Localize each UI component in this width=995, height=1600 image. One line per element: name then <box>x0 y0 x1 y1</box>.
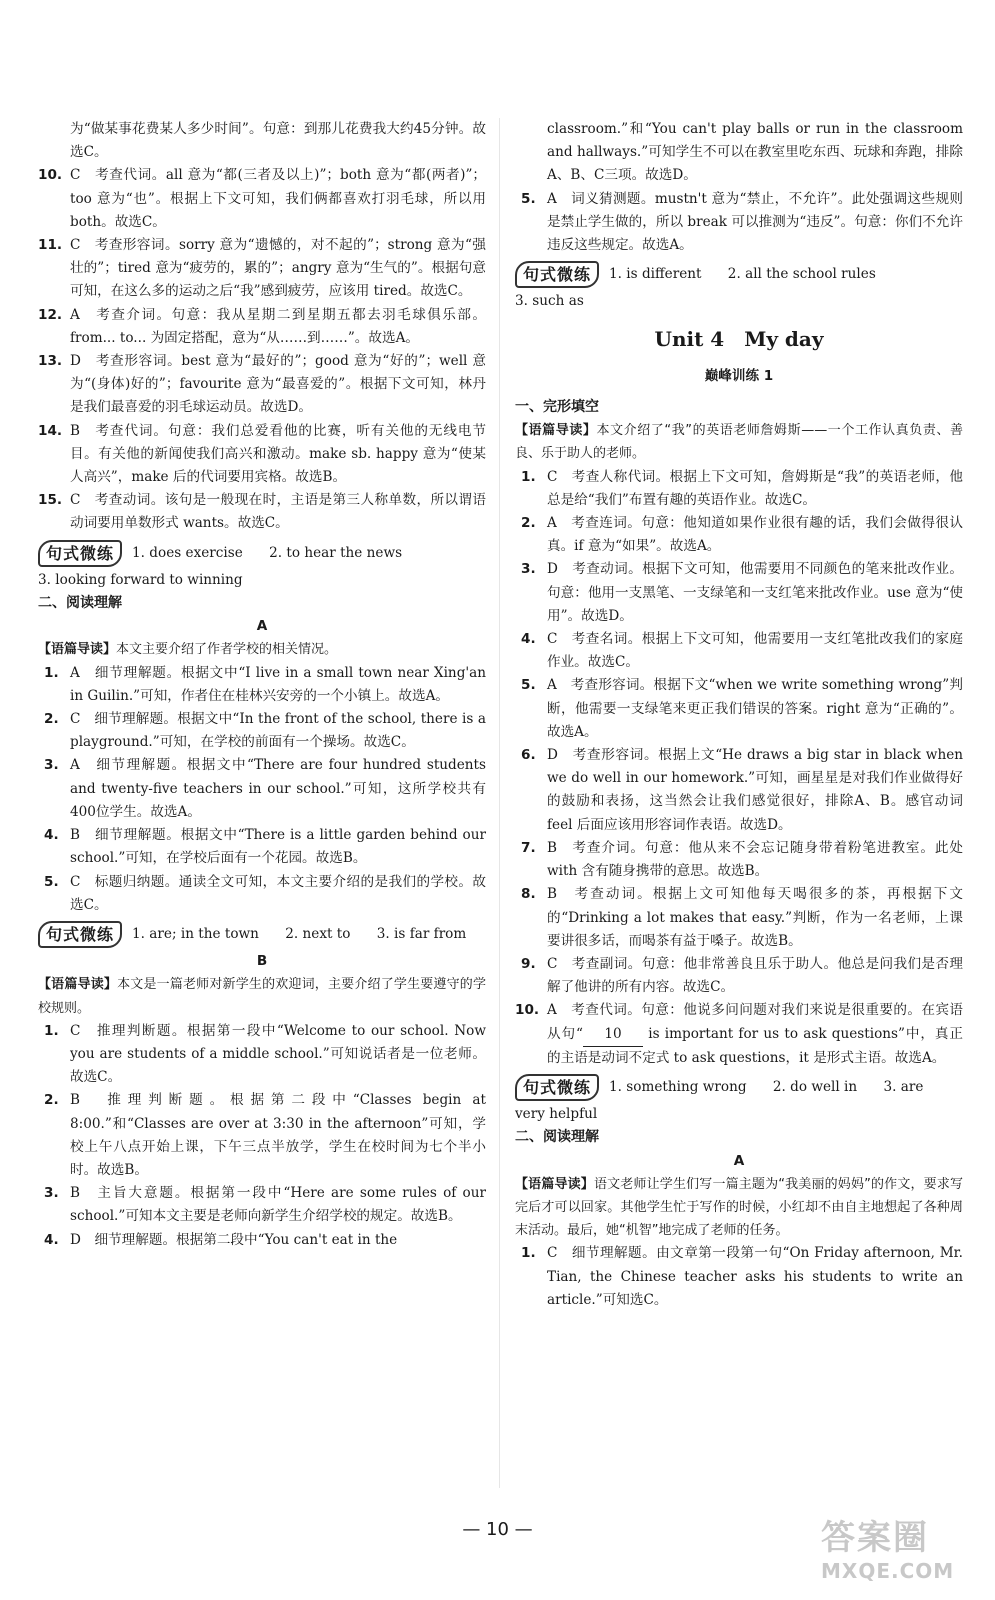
exercise-subtitle: 巅峰训练 1 <box>704 367 774 384</box>
reading-a-1: 1. A 细节理解题。根据文中“I live in a small town near Xing'an in Guilin.”可知，作者住在桂林兴安旁的一个小镇上。故选A。 <box>44 664 486 704</box>
reading-a-3: 3. A 细节理解题。根据文中“There are four hundred students and twenty-five teachers in our school.”可知，这所学校共有400位学生。故选A。 <box>44 757 486 820</box>
drill-answer: 2. to hear the news <box>269 544 403 561</box>
reading-b-3: 3. B 主旨大意题。根据第一段中“Here are some rules of our school.”可知本文主要是老师向新学生介绍学校的规定。故选B。 <box>44 1185 486 1225</box>
cloze-2: 2. A 考查连词。句意：他知道如果作业很有趣的话，我们会做得很认真。if 意为“如果”。故选A。 <box>521 515 963 555</box>
drill-answer: 1. something wrong <box>609 1078 747 1095</box>
drill-answer: 1. is different <box>609 266 702 283</box>
column-divider <box>499 118 500 1488</box>
section-heading: 二、阅读理解 <box>38 595 122 612</box>
reading-b-2: 2. B 推理判断题。根据第二段中“Classes begin at 8:00.”和“Classes are over at 3:30 in the afternoon”可知，学校上午八点开始上课，下午三点半放学，学生在校时间为七个半小时。故选B。 <box>44 1092 486 1178</box>
sentence-drill-3 <box>515 261 963 288</box>
cloze-10: 10. A 考查代词。句意：他说多问问题对我们来说是很重要的。在宾语从句“ 10 is important for us to ask questions”中，真正的主语是动词不定式 to ask questions，it 是形式主语。故选A。 <box>515 1002 963 1066</box>
answer-item-9-cont: 为“做某事花费某人多少时间”。句意：到那儿花费我大约45分钟。故选C。 <box>70 121 486 161</box>
drill-answer-tail: very helpful <box>515 1106 598 1123</box>
cloze-5: 5. A 考查形容词。根据下文“when we write something wrong”判断，他需要一支绿笔来更正我们错误的答案。right 意为“正确的”。故选A。 <box>521 677 963 740</box>
reading-b-4: 4. D 细节理解题。根据第二段中“You can't eat in the <box>44 1231 398 1248</box>
answer-item-10: 10. C 考查代词。all 意为“都(三者及以上)”；both 意为“都(两者)”；too 意为“也”。根据上下文可知，我们俩都喜欢打羽毛球，所以用 both。故选C。 <box>38 167 486 230</box>
drill-answer: 1. does exercise <box>132 544 243 561</box>
cloze-4: 4. C 考查名词。根据上下文可知，他需要用一支红笔批改我们的家庭作业。故选C。 <box>521 631 963 671</box>
passage-guide-b: 【语篇导读】本文是一篇老师对新学生的欢迎词，主要介绍了学生要遵守的学校规则。 <box>38 977 486 1016</box>
passage-label-a: A <box>256 618 268 635</box>
reading-a-4: 4. B 细节理解题。根据文中“There is a little garden behind our school.”可知，在学校后面有一个花园。故选B。 <box>44 827 486 867</box>
right-column <box>515 118 963 1312</box>
reading-a-1: 1. C 细节理解题。由文章第一段第一句“On Friday afternoon, Mr. Tian, the Chinese teacher asks his students to write an article.”可知选C。 <box>521 1245 963 1308</box>
passage-guide-a: 【语篇导读】语文老师让学生们写一篇主题为“我美丽的妈妈”的作文，要求写完后才可以回家。其他学生忙于写作的时候，小红却不由自主地想起了各种周末活动。最后，她“机智”地完成了老师的任务。 <box>515 1176 963 1239</box>
watermark-logo-text: 答案圈 <box>821 1518 929 1558</box>
drill-answer: 3. are <box>883 1078 924 1095</box>
watermark-url: MXQE.COM <box>821 1559 955 1583</box>
cloze-9: 9. C 考查副词。句意：他非常善良且乐于助人。他总是问我们是否理解了他讲的所有内容。故选C。 <box>521 955 963 996</box>
section-heading: 一、完形填空 <box>515 399 599 416</box>
reading-a-5: 5. C 标题归纳题。通读全文可知，本文主要介绍的是我们的学校。故选C。 <box>44 873 486 913</box>
cloze-6: 6. D 考查形容词。根据上文“He draws a big star in black when we do well in our homework.”可知，画星星是对我们作业做得好的鼓励和表扬，这当然会让我们感觉很好，排除A、B。感官动词 feel 后面应该用形容词作表语。故选D。 <box>521 747 963 833</box>
section-heading: 二、阅读理解 <box>515 1129 599 1146</box>
unit-title: Unit 4 My day <box>654 326 824 351</box>
cloze-1: 1. C 考查人称代词。根据上下文可知，詹姆斯是“我”的英语老师，他总是给“我们”布置有趣的英语作业。故选C。 <box>521 468 963 508</box>
drill-badge: 句式微练 <box>38 540 122 567</box>
drill-answer-tail: 3. such as <box>515 293 584 310</box>
answer-item-14: 14. B 考查代词。句意：我们总爱看他的比赛，听有关他的无线电节目。有关他的新闻使我们高兴和激动。make sb. happy 意为“使某人高兴”，make 后的代词要用宾格。故选B。 <box>38 422 486 486</box>
drill-answer: 2. next to <box>285 925 351 942</box>
reading-b-5: 5. A 词义猜测题。mustn't 意为“禁止，不允许”。此处强调这些规则是禁止学生做的，所以 break 可以推测为“违反”。句意：你们不允许违反这些规定。故选A。 <box>521 190 963 254</box>
answer-item-12: 12. A 考查介词。句意：我从星期二到星期五都去羽毛球俱乐部。from... to... 为固定搭配，意为“从……到……”。故选A。 <box>38 306 486 346</box>
passage-label-a: A <box>733 1152 745 1169</box>
drill-answer: 1. are; in the town <box>132 925 259 942</box>
reading-a-2: 2. C 细节理解题。根据文中“In the front of the school, there is a playground.”可知，在学校的前面有一个操场。故选C。 <box>44 711 486 751</box>
answer-item-13: 13. D 考查形容词。best 意为“最好的”；good 意为“好的”；well 意为“(身体)好的”；favourite 意为“最喜爱的”。根据下文可知，林丹是我们最喜爱的羽毛球运动员。故选D。 <box>38 353 486 416</box>
drill-answer: 2. all the school rules <box>727 266 876 283</box>
sentence-drill-1 <box>38 540 486 567</box>
drill-badge: 句式微练 <box>38 921 122 948</box>
cloze-8: 8. B 考查动词。根据上文可知他每天喝很多的茶，再根据下文的“Drinking a lot makes that easy.”判断，作为一名老师，上课要讲很多话，而喝茶有益于嗓子。故选B。 <box>521 886 963 949</box>
page-number: — 10 — <box>462 1519 533 1540</box>
drill-answer: 2. do well in <box>772 1078 858 1095</box>
sentence-drill-2 <box>38 921 486 948</box>
drill-badge: 句式微练 <box>515 1074 599 1101</box>
cloze-guide: 【语篇导读】本文介绍了“我”的英语老师詹姆斯——一个工作认真负责、善良、乐于助人的老师。 <box>515 423 963 462</box>
cloze-3: 3. D 考查动词。根据下文可知，他需要用不同颜色的笔来批改作业。句意：他用一支黑笔、一支绿笔和一支红笔来批改作业。use 意为“使用”。故选D。 <box>521 561 963 624</box>
cloze-7: 7. B 考查介词。句意：他从来不会忘记随身带着粉笔进教室。此处 with 含有随身携带的意思。故选B。 <box>521 839 963 880</box>
reading-b-1: 1. C 推理判断题。根据第一段中“Welcome to our school. Now you are students of a middle school.”可知说话者是一位老师。故选C。 <box>44 1022 486 1086</box>
drill-answer: 3. is far from <box>376 925 467 942</box>
passage-guide-a: 【语篇导读】本文主要介绍了作者学校的相关情况。 <box>38 642 338 658</box>
passage-label-b: B <box>256 953 268 970</box>
site-watermark <box>821 1510 971 1590</box>
sentence-drill-4 <box>515 1074 963 1101</box>
left-column <box>38 118 486 1252</box>
drill-answer-tail: 3. looking forward to winning <box>38 571 243 588</box>
answer-item-15: 15. C 考查动词。该句是一般现在时，主语是第三人称单数，所以谓语动词要用单数形式 wants。故选C。 <box>38 492 486 532</box>
answer-item-11: 11. C 考查形容词。sorry 意为“遗憾的，对不起的”；strong 意为“强壮的”；tired 意为“疲劳的，累的”；angry 意为“生气的”。根据句意可知，在这么多的运动之后“我”感到疲劳，应该用 tired。故选C。 <box>38 237 486 300</box>
reading-b-4-cont: classroom.”和“You can't play balls or run in the classroom and hallways.”可知学生不可以在教室里吃东西、玩球和奔跑，排除A、B、C三项。故选D。 <box>547 121 963 184</box>
blank-10: 10 <box>583 1023 643 1047</box>
drill-badge: 句式微练 <box>515 261 599 288</box>
